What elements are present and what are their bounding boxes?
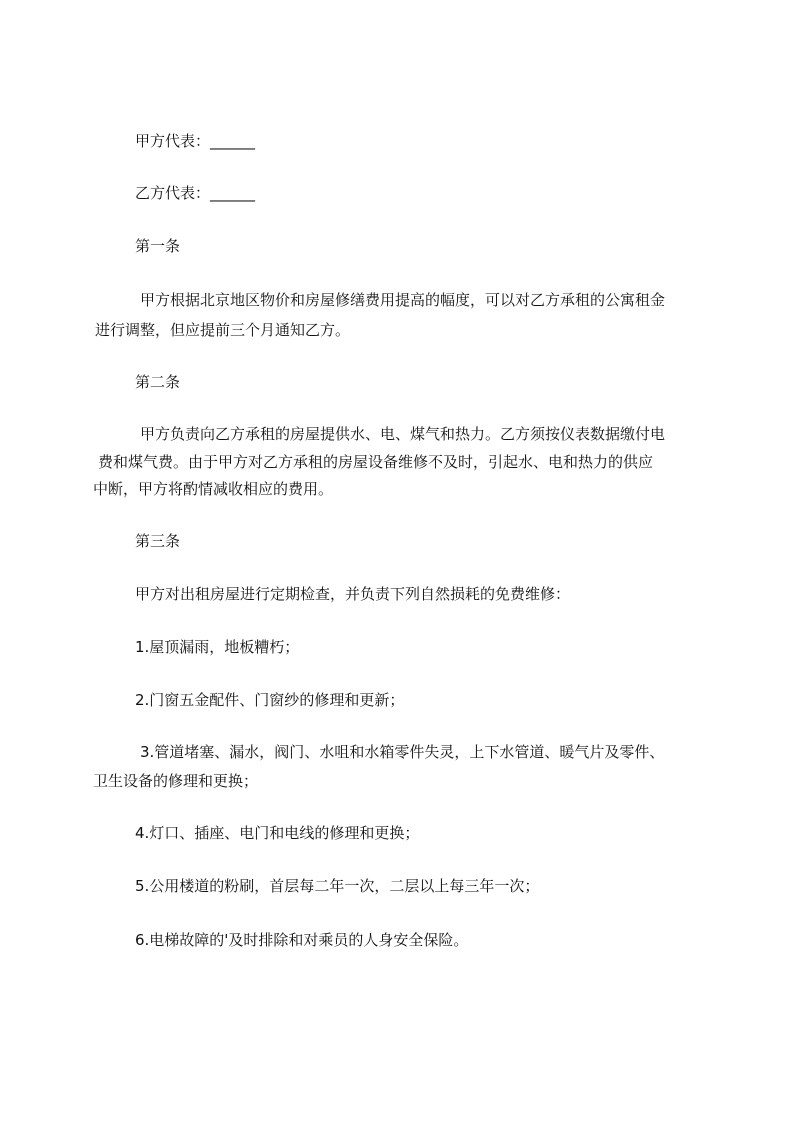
party-a-representative: 甲方代表：______ xyxy=(135,132,256,150)
article-3-item-5: 5.公用楼道的粉刷，首层每二年一次，二层以上每三年一次； xyxy=(135,877,540,895)
article-3-item-4: 4.灯口、插座、电门和电线的修理和更换； xyxy=(135,824,420,842)
article-3-item-1: 1.屋顶漏雨，地板糟朽； xyxy=(135,638,300,656)
article-2-line-3: 中断，甲方将酌情减收相应的费用。 xyxy=(93,480,334,498)
article-3-item-3-line-2: 卫生设备的修理和更换； xyxy=(93,772,259,790)
article-2-line-1: 甲方负责向乙方承租的房屋提供水、电、煤气和热力。乙方须按仪表数据缴付电 xyxy=(140,425,666,443)
article-1-line-2: 进行调整，但应提前三个月通知乙方。 xyxy=(95,321,351,339)
article-3-intro: 甲方对出租房屋进行定期检查，并负责下列自然损耗的免费维修： xyxy=(135,585,571,603)
article-3-heading: 第三条 xyxy=(135,532,181,550)
article-1-heading: 第一条 xyxy=(135,237,181,255)
article-2-heading: 第二条 xyxy=(135,373,181,391)
article-1-line-1: 甲方根据北京地区物价和房屋修缮费用提高的幅度，可以对乙方承租的公寓租金 xyxy=(140,291,666,309)
article-3-item-3-line-1: 3.管道堵塞、漏水，阀门、水咀和水箱零件失灵，上下水管道、暖气片及零件、 xyxy=(140,743,665,761)
article-3-item-6: 6.电梯故障的'及时排除和对乘员的人身安全保险。 xyxy=(135,931,469,949)
article-3-item-2: 2.门窗五金配件、门窗纱的修理和更新； xyxy=(135,691,405,709)
article-2-line-2: 费和煤气费。由于甲方对乙方承租的房屋设备维修不及时，引起水、电和热力的供应 xyxy=(98,453,654,471)
party-b-representative: 乙方代表：______ xyxy=(135,184,256,202)
